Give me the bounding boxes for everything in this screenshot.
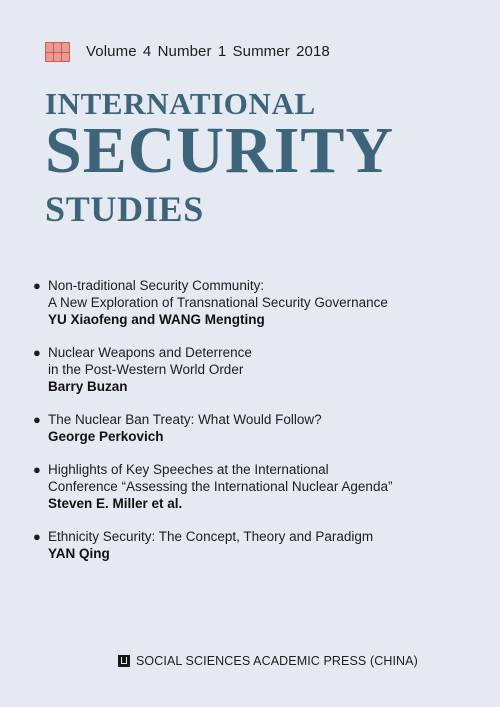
title-international: INTERNATIONAL	[45, 86, 316, 121]
bullet: ●	[33, 345, 41, 360]
title-security: SECURITY	[45, 114, 395, 187]
publisher	[118, 654, 418, 668]
article-item	[30, 461, 470, 512]
article-title-line: Ethnicity Security: The Concept, Theory and Paradigm	[48, 529, 374, 544]
article-title-line: The Nuclear Ban Treaty: What Would Follow?	[48, 412, 322, 427]
article-title-line: Nuclear Weapons and Deterrence	[48, 345, 252, 360]
article-author: YAN Qing	[48, 546, 110, 561]
article-title-line: in the Post-Western World Order	[48, 362, 244, 377]
article-list	[30, 277, 470, 578]
article-item	[30, 528, 470, 562]
article-title-line: Highlights of Key Speeches at the International	[48, 462, 329, 477]
bullet: ●	[33, 529, 41, 544]
article-author: Barry Buzan	[48, 379, 128, 394]
publisher-logo-icon	[118, 655, 130, 667]
article-item	[30, 344, 470, 395]
article-author: George Perkovich	[48, 429, 164, 444]
bullet: ●	[33, 278, 41, 293]
article-item	[30, 411, 470, 445]
journal-seal-logo	[45, 42, 70, 62]
bullet: ●	[33, 412, 41, 427]
publisher-name: SOCIAL SCIENCES ACADEMIC PRESS (CHINA)	[136, 654, 418, 668]
article-item	[30, 277, 470, 328]
article-title-line: A New Exploration of Transnational Security Governance	[48, 295, 388, 310]
article-author: Steven E. Miller et al.	[48, 496, 183, 511]
title-studies: STUDIES	[45, 189, 204, 229]
article-title-line: Non-traditional Security Community:	[48, 278, 265, 293]
article-title-line: Conference “Assessing the International Nuclear Agenda”	[48, 479, 393, 494]
bullet: ●	[33, 462, 41, 477]
article-author: YU Xiaofeng and WANG Mengting	[48, 312, 265, 327]
issue-info: Volume 4 Number 1 Summer 2018	[86, 43, 330, 60]
